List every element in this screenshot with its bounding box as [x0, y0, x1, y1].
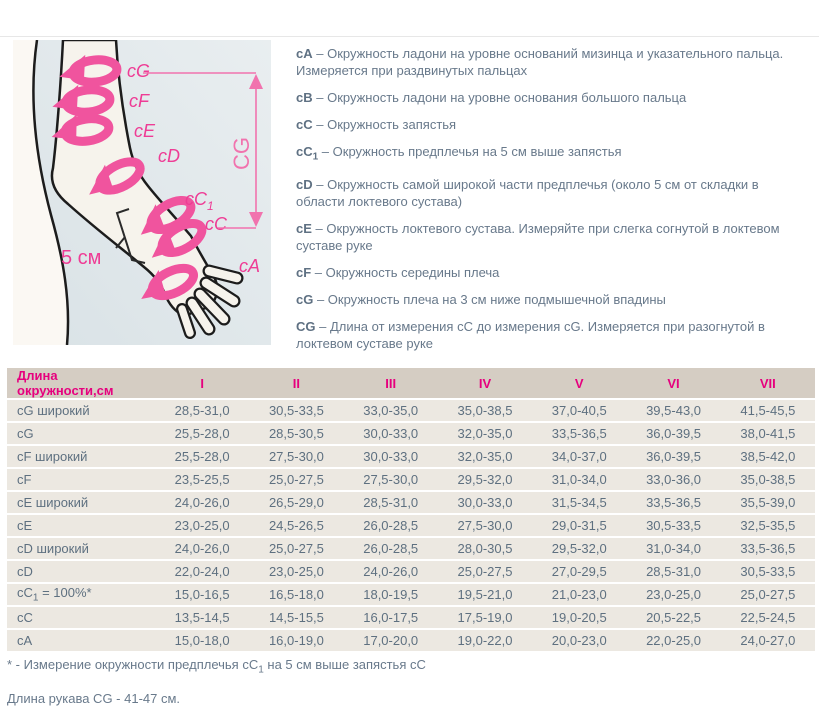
table-row: [7, 561, 815, 582]
size-range-cell: 26,0-28,5: [344, 515, 438, 536]
footnote-subscript: 1: [258, 664, 264, 676]
measurement-description: cF – Окружность середины плеча: [296, 264, 500, 280]
table-row: [7, 584, 815, 605]
size-range-cell: 25,5-28,0: [155, 446, 249, 467]
label-cD: cD: [158, 146, 180, 166]
size-range-cell: 35,0-38,5: [438, 400, 532, 421]
size-column-header: V: [532, 368, 626, 398]
table-row: [7, 469, 815, 490]
size-range-cell: 27,5-30,0: [249, 446, 343, 467]
row-label: cC: [7, 607, 155, 628]
size-range-cell: 33,0-35,0: [344, 400, 438, 421]
label-cG: cG: [127, 61, 151, 81]
size-range-cell: 15,0-18,0: [155, 630, 249, 651]
measurement-term: $cC_1$: [296, 144, 319, 163]
size-range-cell: 22,0-24,0: [155, 561, 249, 582]
size-range-cell: 27,5-30,0: [344, 469, 438, 490]
size-range-cell: 23,5-25,5: [155, 469, 249, 490]
top-divider: [0, 36, 819, 37]
size-range-cell: 29,5-32,0: [532, 538, 626, 559]
size-range-cell: 39,5-43,0: [626, 400, 720, 421]
table-row: [7, 607, 815, 628]
footnote-text: * - Измерение окружности предплечья cC: [7, 657, 259, 672]
measurement-description: cE – Окружность локтевого сустава. Измеряйте при слегка согнутой в локтевом суставе руке: [296, 220, 780, 253]
size-range-cell: 23,0-25,0: [155, 515, 249, 536]
measurement-term: CG: [296, 318, 316, 334]
measurement-description: $cC_1$ – Окружность предплечья на 5 см выше запястья: [296, 144, 622, 163]
table-header-label: Длина окружности,см: [7, 368, 155, 398]
size-range-cell: 31,5-34,5: [532, 492, 626, 513]
table-row: [7, 446, 815, 467]
size-range-cell: 32,0-35,0: [438, 423, 532, 444]
size-range-cell: 30,5-33,5: [249, 400, 343, 421]
table-row: [7, 515, 815, 536]
measurement-term: cD: [296, 176, 313, 192]
measurement-term: cC: [296, 117, 313, 132]
size-range-cell: 36,0-39,5: [626, 423, 720, 444]
label-cC: cC: [205, 214, 227, 234]
size-range-cell: 27,0-29,5: [532, 561, 626, 582]
size-range-cell: 15,0-16,5: [155, 584, 249, 605]
size-range-cell: 28,5-31,0: [344, 492, 438, 513]
row-label: cA: [7, 630, 155, 651]
row-label: cD широкий: [7, 538, 155, 559]
size-range-cell: 33,5-36,5: [721, 538, 815, 559]
size-range-cell: 25,0-27,5: [721, 584, 815, 605]
size-range-cell: 20,0-23,0: [532, 630, 626, 651]
size-range-cell: 28,5-31,0: [155, 400, 249, 421]
row-label: cG широкий: [7, 400, 155, 421]
table-row: [7, 400, 815, 421]
size-column-header: VII: [721, 368, 815, 398]
sleeve-length-note: Длина рукава CG - 41-47 см.: [7, 690, 181, 706]
footnote-asterisk: [7, 656, 426, 679]
size-column-header: IV: [438, 368, 532, 398]
measurement-description: cG – Окружность плеча на 3 см ниже подмышечной впадины: [296, 291, 666, 307]
size-range-cell: 18,0-19,5: [344, 584, 438, 605]
label-cF: cF: [129, 91, 149, 111]
size-range-cell: 33,5-36,5: [626, 492, 720, 513]
measurement-term: cA: [296, 46, 313, 61]
size-range-cell: 16,0-19,0: [249, 630, 343, 651]
table-row: [7, 492, 815, 513]
cg-length-label: CG: [229, 137, 254, 170]
row-label: cE широкий: [7, 492, 155, 513]
row-label: cG: [7, 423, 155, 444]
size-range-cell: 29,5-32,0: [438, 469, 532, 490]
size-range-cell: 23,0-25,0: [249, 561, 343, 582]
size-table: [7, 366, 815, 653]
size-range-cell: 24,0-26,0: [155, 492, 249, 513]
table-row: [7, 538, 815, 559]
size-range-cell: 25,0-27,5: [249, 538, 343, 559]
size-range-cell: 24,0-27,0: [721, 630, 815, 651]
size-range-cell: 36,0-39,5: [626, 446, 720, 467]
row-label: $cC_1 = 100\%*$: [7, 584, 155, 605]
row-label: cE: [7, 515, 155, 536]
size-range-cell: 24,0-26,0: [344, 561, 438, 582]
footnotes: [7, 656, 426, 718]
size-range-cell: 17,5-19,0: [438, 607, 532, 628]
size-table-header: [7, 368, 815, 398]
size-range-cell: 35,0-38,5: [721, 469, 815, 490]
size-range-cell: 35,5-39,0: [721, 492, 815, 513]
size-range-cell: 30,0-33,0: [438, 492, 532, 513]
size-range-cell: 24,0-26,0: [155, 538, 249, 559]
size-range-cell: 22,5-24,5: [721, 607, 815, 628]
measurement-description: CG – Длина от измерения cC до измерения cG. Измеряется при разогнутой в локтевом суставе руке: [296, 318, 765, 351]
size-range-cell: 19,5-21,0: [438, 584, 532, 605]
size-range-cell: 30,0-33,0: [344, 423, 438, 444]
measurement-description: cD – Окружность самой широкой части предплечья (около 5 см от складки в области локтевого сустава): [296, 176, 759, 209]
size-range-cell: 25,0-27,5: [249, 469, 343, 490]
size-range-cell: 26,5-29,0: [249, 492, 343, 513]
size-range-cell: 30,5-33,5: [721, 561, 815, 582]
size-range-cell: 24,5-26,5: [249, 515, 343, 536]
size-range-cell: 23,0-25,0: [626, 584, 720, 605]
measurement-description: cC – Окружность запястья: [296, 117, 457, 132]
measurement-term: cG: [296, 291, 314, 307]
label-cA: cA: [239, 256, 261, 276]
size-column-header: VI: [626, 368, 720, 398]
size-range-cell: 28,5-30,5: [249, 423, 343, 444]
measurement-term: cE: [296, 220, 312, 236]
size-range-cell: 32,0-35,0: [438, 446, 532, 467]
row-label: cF широкий: [7, 446, 155, 467]
arm-measurement-illustration: [13, 40, 271, 345]
size-range-cell: 33,5-36,5: [532, 423, 626, 444]
size-range-cell: 27,5-30,0: [438, 515, 532, 536]
size-range-cell: 30,5-33,5: [626, 515, 720, 536]
size-range-cell: 20,5-22,5: [626, 607, 720, 628]
measurement-term: cB: [296, 90, 313, 105]
size-table-body: [7, 400, 815, 651]
measurement-descriptions: [296, 45, 810, 362]
size-range-cell: 28,0-30,5: [438, 538, 532, 559]
size-range-cell: 17,0-20,0: [344, 630, 438, 651]
size-range-cell: 26,0-28,5: [344, 538, 438, 559]
footnote-text-end: на 5 см выше запястья cC: [263, 657, 426, 672]
size-range-cell: 25,5-28,0: [155, 423, 249, 444]
size-range-cell: 31,0-34,0: [532, 469, 626, 490]
size-range-cell: 16,0-17,5: [344, 607, 438, 628]
label-cE: cE: [134, 121, 156, 141]
table-row: [7, 630, 815, 651]
measurement-description: cA – Окружность ладони на уровне оснований мизинца и указательного пальца. Измеряется при раздвинутых пальцах: [296, 46, 784, 78]
header-row: [7, 368, 815, 398]
size-range-cell: 19,0-22,0: [438, 630, 532, 651]
measurement-description: cB – Окружность ладони на уровне основания большого пальца: [296, 90, 687, 105]
five-cm-label: 5 см: [61, 247, 102, 269]
size-range-cell: 16,5-18,0: [249, 584, 343, 605]
size-range-cell: 38,5-42,0: [721, 446, 815, 467]
size-range-cell: 30,0-33,0: [344, 446, 438, 467]
size-range-cell: 21,0-23,0: [532, 584, 626, 605]
size-range-cell: 28,5-31,0: [626, 561, 720, 582]
size-range-cell: 25,0-27,5: [438, 561, 532, 582]
size-range-cell: 31,0-34,0: [626, 538, 720, 559]
row-label: cD: [7, 561, 155, 582]
size-range-cell: 13,5-14,5: [155, 607, 249, 628]
size-range-cell: 33,0-36,0: [626, 469, 720, 490]
size-column-header: I: [155, 368, 249, 398]
size-range-cell: 41,5-45,5: [721, 400, 815, 421]
measurement-term: cF: [296, 264, 312, 280]
row-label: cF: [7, 469, 155, 490]
size-column-header: II: [249, 368, 343, 398]
arm-illustration-svg: [13, 40, 271, 345]
size-range-cell: 29,0-31,5: [532, 515, 626, 536]
size-column-header: III: [344, 368, 438, 398]
label-cC1: $cC_1$: [185, 189, 214, 213]
size-range-cell: 32,5-35,5: [721, 515, 815, 536]
size-range-cell: 37,0-40,5: [532, 400, 626, 421]
size-range-cell: 38,0-41,5: [721, 423, 815, 444]
size-range-cell: 14,5-15,5: [249, 607, 343, 628]
size-range-cell: 34,0-37,0: [532, 446, 626, 467]
size-range-cell: 22,0-25,0: [626, 630, 720, 651]
size-range-cell: 19,0-20,5: [532, 607, 626, 628]
table-row: [7, 423, 815, 444]
